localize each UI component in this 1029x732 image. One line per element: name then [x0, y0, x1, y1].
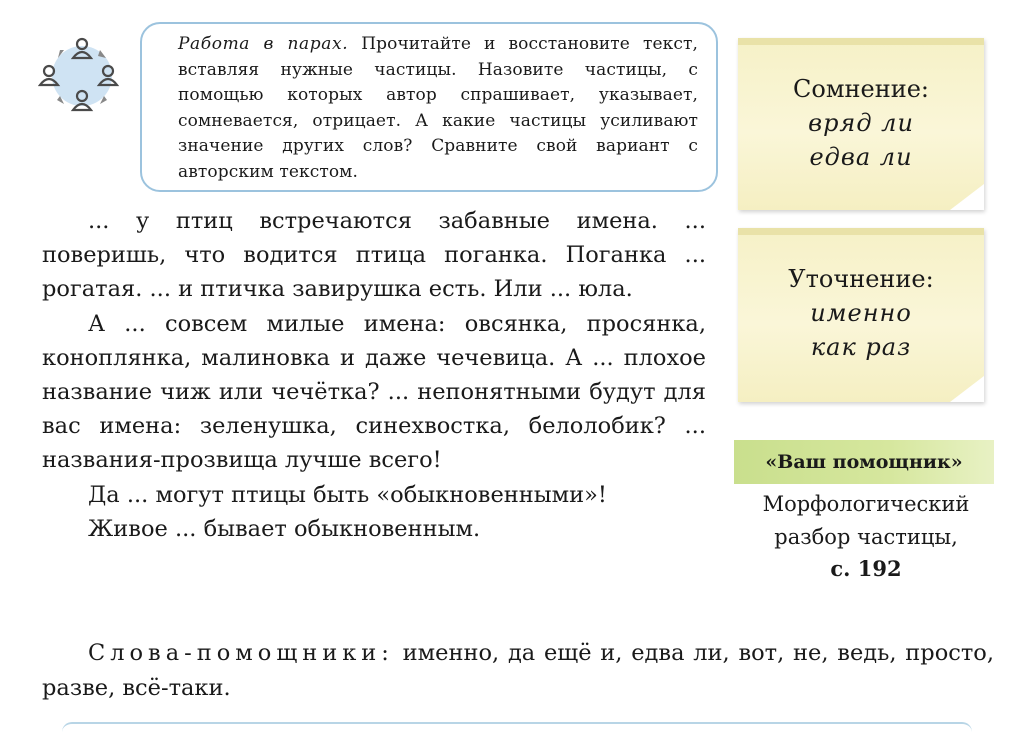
note-clarify-item-1: именно [810, 299, 912, 327]
exercise-paragraph-1: ... у птиц встречаются забавные имена. ... поверишь, что водится птица поганка. Поганка ... рогатая. ... и птичка завирушка есть. Или ... юла. [42, 208, 706, 303]
exercise-paragraph-2: А ... совсем милые имена: овсянка, просянка, коноплянка, малиновка и даже чечевица. А ... плохое название чиж или чечётка? ... непонятными будут для вас имена: зеленушка, синехвостка, белолобик? ... названия-прозвища лучше всего! [42, 310, 706, 474]
next-box-border [62, 722, 972, 732]
helper-reference [734, 488, 998, 586]
task-title: Работа в парах. [178, 34, 349, 54]
helper-words [42, 636, 994, 705]
helper-ref-line-1: Морфологический [762, 492, 970, 516]
note-doubt-item-2: едва ли [809, 143, 913, 171]
note-doubt [738, 38, 984, 210]
helper-words-label: Слова-помощники: [88, 640, 394, 666]
task-box [140, 22, 718, 192]
note-clarify-item-2: как раз [810, 333, 912, 361]
task-instructions: Прочитайте и восстановите текст, вставляя нужные частицы. Назовите частицы, с помощью которых автор спрашивает, указывает, сомневается, отрицает. А какие частицы усиливают значение других слов? Сравните свой вариант с авторским текстом. [178, 34, 698, 182]
exercise-paragraph-3: Да ... могут птицы быть «обыкновенными»! [88, 481, 607, 508]
helper-ref-line-2: разбор частицы, [774, 524, 958, 549]
pair-work-icon [38, 36, 128, 118]
exercise-text [42, 204, 706, 546]
task-text [178, 32, 698, 185]
helper-words-list: именно, да ещё и, едва ли, вот, не, ведь, просто, разве, всё-таки. [42, 640, 994, 701]
note-clarify-heading: Уточнение: [788, 265, 934, 293]
note-doubt-item-1: вряд ли [808, 109, 914, 137]
helper-banner: «Ваш помощник» [734, 440, 994, 484]
exercise-paragraph-4: Живое ... бывает обыкновенным. [88, 515, 481, 542]
helper-ref-page: с. 192 [830, 556, 902, 581]
note-clarify [738, 228, 984, 402]
note-doubt-heading: Сомнение: [793, 75, 929, 103]
